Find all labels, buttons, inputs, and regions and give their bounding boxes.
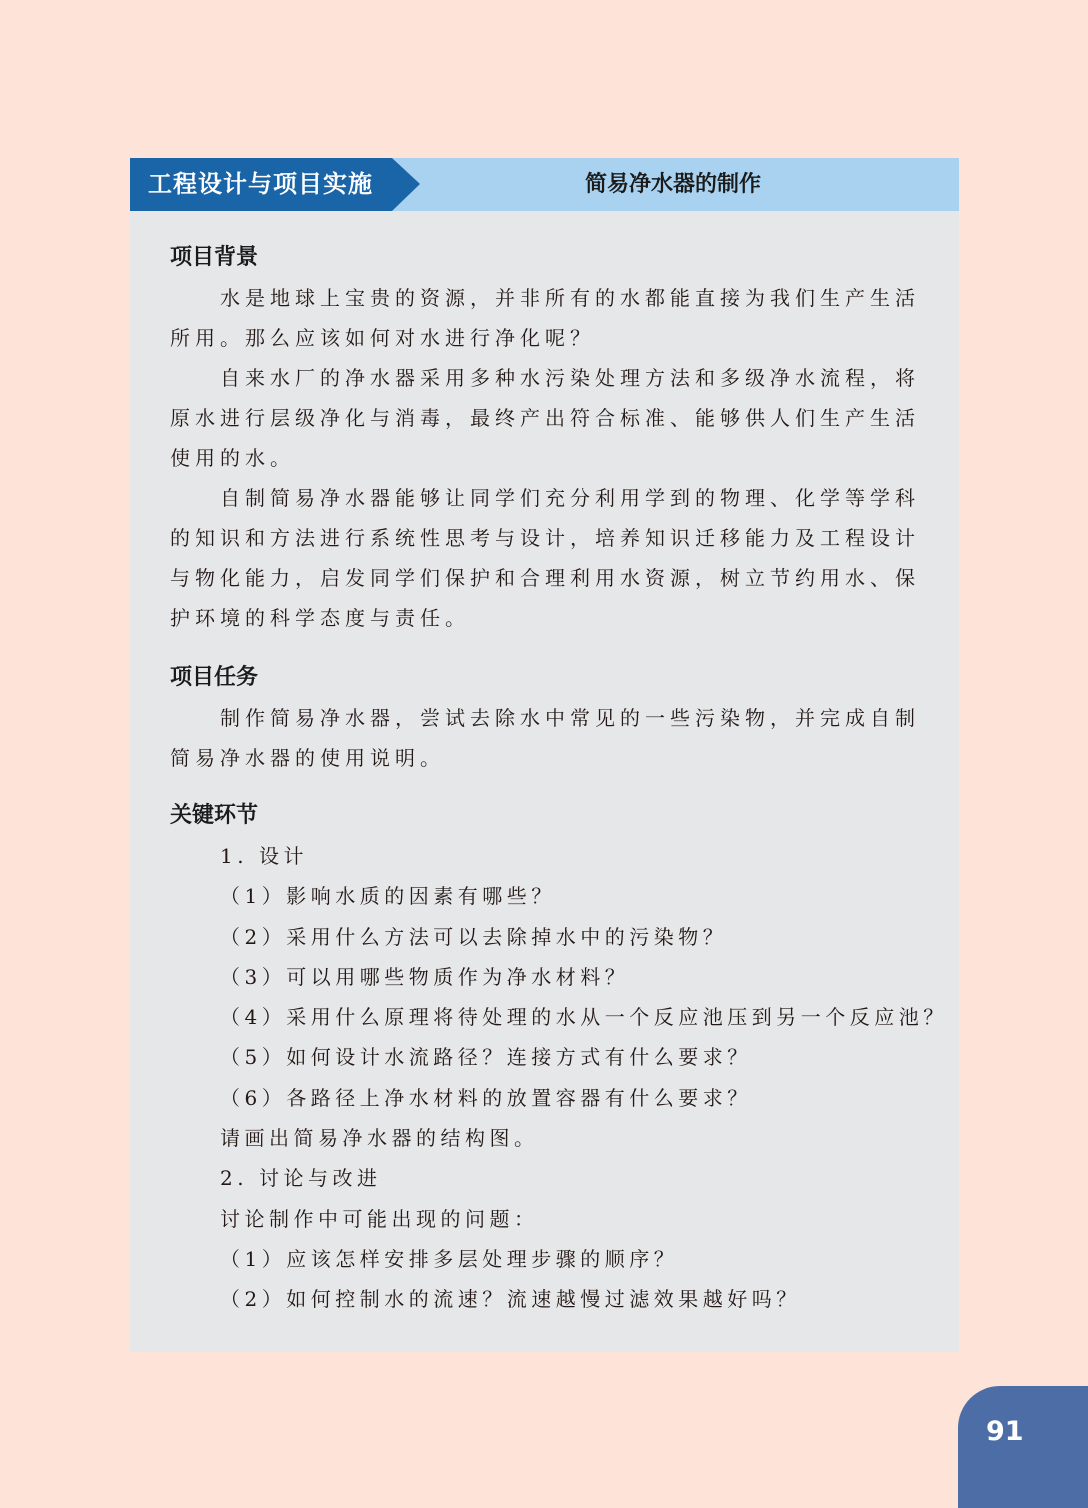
step-line: （1）应该怎样安排多层处理步骤的顺序？ [220,1246,679,1271]
heading-key-steps: 关键环节 [170,803,259,828]
background-paragraph: 水是地球上宝贵的资源，并非所有的水都能直接为我们生产生活所用。那么应该如何对水进行净化呢？ [170,286,920,350]
heading-task: 项目任务 [170,665,259,690]
spacer [170,638,920,658]
step-line: （3）可以用哪些物质作为净水材料？ [220,964,630,989]
content-panel [130,158,959,1352]
step-line: 1. 设计 [220,844,308,868]
background-paragraph: 自制简易净水器能够让同学们充分利用学到的物理、化学等学科的知识和方法进行系统性思考与设计，培养知识迁移能力及工程设计与物化能力，启发同学们保护和合理利用水资源，树立节约用水、保护环境的科学态度与责任。 [170,486,920,630]
page-number: 91 [986,1416,1024,1447]
background-paragraph: 自来水厂的净水器采用多种水污染处理方法和多级净水流程，将原水进行层级净化与消毒，最终产出符合标准、能够供人们生产生活使用的水。 [170,366,920,470]
heading-background: 项目背景 [170,245,259,270]
task-paragraph: 制作简易净水器，尝试去除水中常见的一些污染物，并完成自制简易净水器的使用说明。 [170,706,920,770]
step-line: 2. 讨论与改进 [220,1166,382,1191]
step-line: 讨论制作中可能出现的问题： [220,1206,539,1231]
step-line: （2）采用什么方法可以去除掉水中的污染物？ [220,924,728,949]
content-body [170,238,948,1320]
project-title: 简易净水器的制作 [585,172,762,197]
step-line: （1）影响水质的因素有哪些？ [220,884,556,909]
spacer [170,778,920,796]
step-line: （6）各路径上净水材料的放置容器有什么要求？ [220,1085,752,1110]
step-line: （4）采用什么原理将待处理的水从一个反应池压到另一个反应池？ [220,1005,948,1030]
step-line: （5）如何设计水流路径？连接方式有什么要求？ [220,1045,752,1070]
step-line: （2）如何控制水的流速？流速越慢过滤效果越好吗？ [220,1287,801,1312]
section-label: 工程设计与项目实施 [148,170,373,198]
step-line: 请画出简易净水器的结构图。 [220,1126,539,1151]
page-number-tab [958,1386,1088,1508]
